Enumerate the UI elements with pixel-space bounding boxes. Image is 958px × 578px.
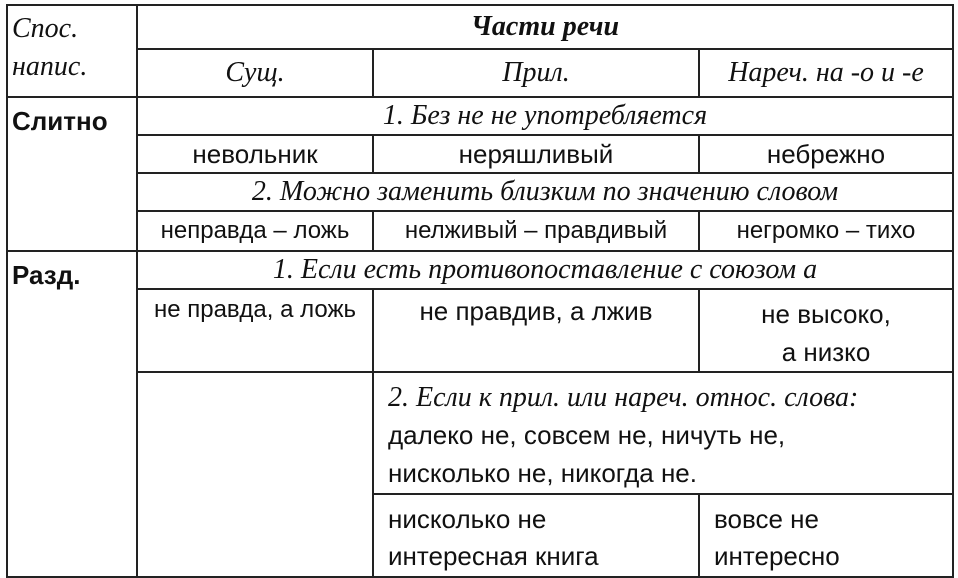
together-example-2-adverb: негромко – тихо bbox=[699, 211, 953, 251]
separate-example-2-adverb-line1: вовсе не bbox=[714, 503, 820, 534]
separate-rule-2-line2: далеко не, совсем не, ничуть не, bbox=[388, 420, 786, 451]
separate-example-1-adverb-line1: не высоко, bbox=[761, 299, 891, 329]
separate-example-2-adverb bbox=[699, 494, 953, 577]
separate-example-1-adverb bbox=[699, 289, 953, 372]
adverb-column-header: Нареч. на -о и -е bbox=[699, 49, 953, 97]
together-rule-1: 1. Без не не употребляется bbox=[137, 97, 953, 135]
together-example-1-noun: невольник bbox=[137, 135, 373, 173]
parts-of-speech-header: Части речи bbox=[137, 5, 953, 49]
separate-rule-1: 1. Если есть противопоставление с союзом а bbox=[137, 251, 953, 289]
separate-example-2-adjective-line2: интересная книга bbox=[388, 541, 599, 572]
separate-example-2-adverb-line2: интересно bbox=[714, 541, 840, 572]
separate-example-2-adjective-line1: нисколько не bbox=[388, 503, 547, 534]
spelling-rules-table bbox=[6, 4, 954, 578]
separate-rule-2-line3: нисколько не, никогда не. bbox=[388, 457, 697, 488]
noun-column-header: Сущ. bbox=[137, 49, 373, 97]
spelling-method-line2: напис. bbox=[12, 50, 88, 82]
separate-example-2-adjective bbox=[373, 494, 699, 577]
together-example-2-adjective: нелживый – правдивый bbox=[373, 211, 699, 251]
separate-example-1-adverb-line2: а низко bbox=[781, 336, 871, 367]
spelling-method-header bbox=[7, 5, 137, 97]
spelling-method-line1: Спос. bbox=[12, 13, 79, 44]
together-example-1-adjective: неряшливый bbox=[373, 135, 699, 173]
together-rule-2: 2. Можно заменить близким по значению словом bbox=[137, 173, 953, 211]
separate-rule-2 bbox=[373, 372, 953, 493]
separate-noun-empty-cell bbox=[137, 372, 373, 577]
together-example-1-adverb: небрежно bbox=[699, 135, 953, 173]
adjective-column-header: Прил. bbox=[373, 49, 699, 97]
together-example-2-noun: неправда – ложь bbox=[137, 211, 373, 251]
separate-rule-2-line1: 2. Если к прил. или нареч. относ. слова: bbox=[388, 382, 859, 414]
separate-row-label: Разд. bbox=[7, 251, 137, 577]
separate-example-1-adjective: не правдив, а лжив bbox=[373, 289, 699, 372]
separate-example-1-noun: не правда, а ложь bbox=[137, 289, 373, 372]
together-row-label: Слитно bbox=[7, 97, 137, 251]
